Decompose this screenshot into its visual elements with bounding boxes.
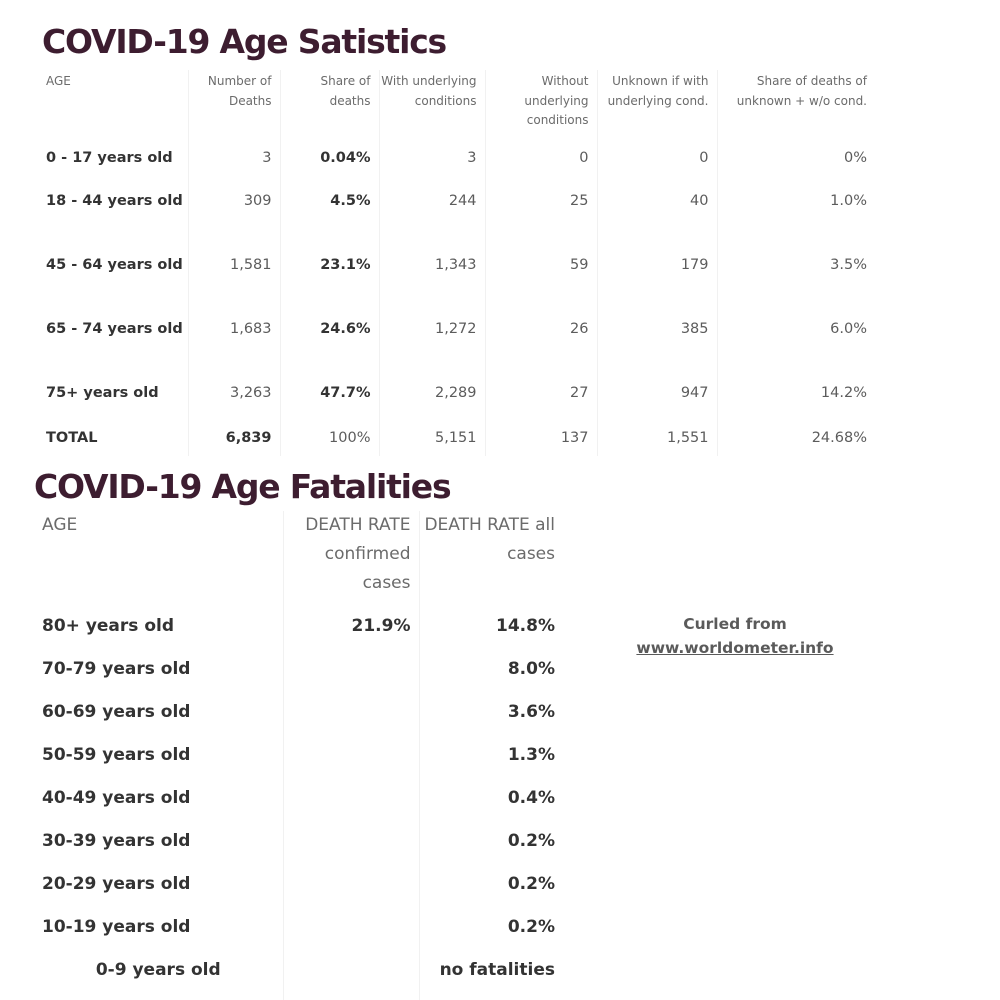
table-row	[38, 377, 875, 420]
header-death-rate-all: DEATH RATE all cases	[419, 511, 563, 611]
credit-text: Curled from	[683, 615, 787, 633]
all-rate-cell: 3.6%	[419, 699, 563, 742]
all-rate-cell: 0.2%	[419, 914, 563, 957]
header-with-underlying: With underlying conditions	[379, 70, 485, 142]
header-share-of-deaths: Share of deaths	[280, 70, 379, 142]
unknown-cell: 40	[597, 185, 717, 249]
table-row	[38, 142, 875, 185]
table-row	[33, 785, 563, 828]
table-row	[33, 611, 563, 656]
table-row	[38, 313, 875, 377]
all-rate-cell: 0.2%	[419, 828, 563, 871]
unknown-cell: 947	[597, 377, 717, 420]
total-share-unknown: 24.68%	[717, 420, 875, 456]
total-without: 137	[485, 420, 597, 456]
unknown-cell: 0	[597, 142, 717, 185]
without-cell: 26	[485, 313, 597, 377]
age-cell: 40-49 years old	[42, 788, 191, 808]
without-cell: 0	[485, 142, 597, 185]
age-cell: 0 - 17 years old	[46, 150, 173, 166]
age-cell: 45 - 64 years old	[46, 257, 183, 273]
all-rate-cell: 14.8%	[419, 611, 563, 656]
header-unknown-underlying: Unknown if with underlying cond.	[597, 70, 717, 142]
with-cell: 244	[379, 185, 485, 249]
with-cell: 3	[379, 142, 485, 185]
table-row	[33, 699, 563, 742]
deaths-cell: 309	[188, 185, 280, 249]
confirmed-rate-cell	[283, 656, 419, 699]
all-rate-cell: 0.4%	[419, 785, 563, 828]
table-header-row	[38, 70, 875, 142]
header-death-rate-confirmed: DEATH RATE confirmed cases	[283, 511, 419, 611]
share-unknown-cell: 6.0%	[717, 313, 875, 377]
share-unknown-cell: 14.2%	[717, 377, 875, 420]
table-row	[33, 828, 563, 871]
table-row	[38, 185, 875, 249]
total-with: 5,151	[379, 420, 485, 456]
all-rate-cell: 8.0%	[419, 656, 563, 699]
age-cell: 0-9 years old	[95, 960, 221, 980]
without-cell: 59	[485, 249, 597, 313]
deaths-cell: 3	[188, 142, 280, 185]
confirmed-rate-cell	[283, 699, 419, 742]
share-unknown-cell: 1.0%	[717, 185, 875, 249]
age-cell: 18 - 44 years old	[46, 193, 183, 209]
header-age: AGE	[42, 515, 78, 535]
with-cell: 1,343	[379, 249, 485, 313]
with-cell: 1,272	[379, 313, 485, 377]
age-statistics-table	[38, 70, 875, 456]
table-row	[33, 871, 563, 914]
confirmed-rate-cell	[283, 785, 419, 828]
all-rate-cell: 0.2%	[419, 871, 563, 914]
age-cell: 50-59 years old	[42, 745, 191, 765]
total-row	[38, 420, 875, 456]
age-cell: 20-29 years old	[42, 874, 191, 894]
total-share: 100%	[280, 420, 379, 456]
age-cell: 70-79 years old	[42, 659, 191, 679]
header-share-unknown: Share of deaths of unknown + w/o cond.	[717, 70, 875, 142]
age-cell: 60-69 years old	[42, 702, 191, 722]
share-cell: 47.7%	[280, 377, 379, 420]
confirmed-rate-cell	[283, 914, 419, 957]
age-fatalities-title: COVID-19 Age Fatalities	[34, 467, 451, 506]
table-row	[33, 742, 563, 785]
deaths-cell: 3,263	[188, 377, 280, 420]
without-cell: 25	[485, 185, 597, 249]
share-cell: 4.5%	[280, 185, 379, 249]
age-cell: 10-19 years old	[42, 917, 191, 937]
confirmed-rate-cell	[283, 742, 419, 785]
share-unknown-cell: 3.5%	[717, 249, 875, 313]
confirmed-rate-cell	[283, 957, 419, 1000]
share-cell: 23.1%	[280, 249, 379, 313]
total-label: TOTAL	[46, 430, 98, 446]
table-row	[33, 957, 563, 1000]
table-row	[38, 249, 875, 313]
age-statistics-title: COVID-19 Age Satistics	[42, 22, 447, 61]
confirmed-rate-cell	[283, 871, 419, 914]
source-link[interactable]: www.worldometer.info	[636, 639, 834, 657]
deaths-cell: 1,683	[188, 313, 280, 377]
with-cell: 2,289	[379, 377, 485, 420]
age-cell: 75+ years old	[46, 385, 159, 401]
table-row	[33, 914, 563, 957]
deaths-cell: 1,581	[188, 249, 280, 313]
share-unknown-cell: 0%	[717, 142, 875, 185]
total-deaths: 6,839	[188, 420, 280, 456]
all-rate-cell: 1.3%	[419, 742, 563, 785]
age-fatalities-table	[33, 511, 563, 1000]
header-without-underlying: Without underlying conditions	[485, 70, 597, 142]
confirmed-rate-cell: 21.9%	[283, 611, 419, 656]
confirmed-rate-cell	[283, 828, 419, 871]
share-cell: 24.6%	[280, 313, 379, 377]
age-cell: 80+ years old	[42, 616, 174, 636]
all-rate-cell: no fatalities	[419, 957, 563, 1000]
total-unknown: 1,551	[597, 420, 717, 456]
table-row	[33, 656, 563, 699]
unknown-cell: 385	[597, 313, 717, 377]
without-cell: 27	[485, 377, 597, 420]
header-number-of-deaths: Number of Deaths	[188, 70, 280, 142]
unknown-cell: 179	[597, 249, 717, 313]
header-age: AGE	[46, 74, 71, 88]
table-header-row	[33, 511, 563, 611]
age-cell: 30-39 years old	[42, 831, 191, 851]
age-cell: 65 - 74 years old	[46, 321, 183, 337]
share-cell: 0.04%	[280, 142, 379, 185]
source-credit	[600, 612, 870, 660]
